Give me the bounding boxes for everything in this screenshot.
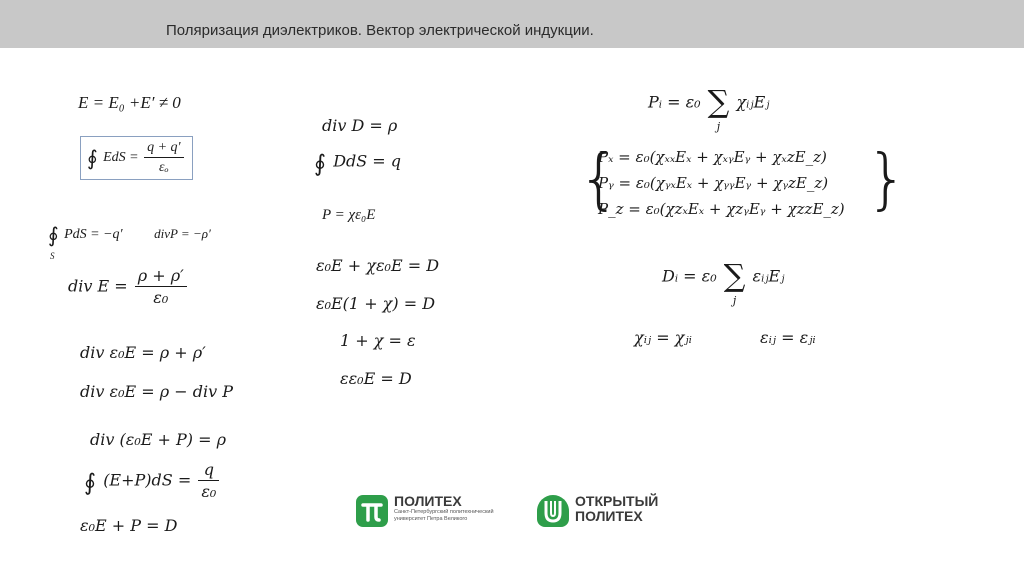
formula-pz: [598, 202, 845, 217]
slide-header: [0, 0, 1024, 48]
surface-subscript: S: [50, 251, 55, 261]
formula-text: Pᵧ = ε₀(χᵧₓEₓ + χᵧᵧEᵧ + χᵧzE_z): [598, 174, 829, 192]
open-politech-line1: ОТКРЫТЫЙ: [575, 493, 659, 509]
formula-text: ε₀E + χε₀E = D: [316, 256, 440, 275]
fraction-denominator: ε₀: [153, 288, 169, 307]
formula-px: [598, 150, 827, 165]
formula-text: εᵢⱼ = εⱼᵢ: [760, 328, 816, 347]
formula-fraction: [198, 462, 219, 500]
formula-text: div (ε₀E + P) = ρ: [90, 430, 226, 449]
formula-d-definition: [80, 518, 177, 534]
formula-d-eps-e: [340, 371, 412, 387]
politech-name: ПОЛИТЕХ: [394, 493, 462, 509]
formula-text: DdS = q: [333, 151, 402, 171]
formula-text: P = χε₀E: [322, 207, 376, 223]
formula-eps-factor: [316, 296, 435, 312]
formula-text: ε₀E + P = D: [80, 516, 178, 535]
pi-logo-icon: [356, 495, 388, 527]
politech-subtitle: Санкт-Петербургский политехнический университет Петра Великого: [394, 509, 494, 522]
contour-integral-icon: ∮: [48, 225, 59, 247]
sum-icon: ∑: [707, 85, 730, 120]
formula-d-tensor: [662, 259, 785, 308]
formula-div-sum: [90, 432, 226, 448]
pi-symbol-icon: [356, 495, 388, 527]
formula-p-tensor: [648, 85, 770, 134]
formula-lhs: div E =: [68, 276, 128, 296]
formula-text: E = E₀ +E′ ≠ 0: [78, 93, 181, 112]
open-politech-logo: [537, 491, 677, 531]
formula-fraction: [135, 268, 187, 306]
formula-text: ε₀E(1 + χ) = D: [316, 294, 436, 313]
formula-text: div ε₀E = ρ + ρ′: [80, 343, 206, 362]
formula-gauss-d: [314, 152, 401, 175]
sum-index: j: [732, 294, 737, 308]
formula-text: 1 + χ = ε: [340, 331, 416, 350]
contour-integral-icon: ∮: [314, 150, 327, 177]
formula-text: P_z = ε₀(χzₓEₓ + χzᵧEᵧ + χzzE_z): [598, 200, 845, 218]
formula-p-chi: [322, 208, 375, 223]
formula-lhs: Dᵢ = ε₀: [662, 266, 717, 286]
formula-text: div ε₀E = ρ − div P: [80, 382, 233, 401]
right-brace-icon: }: [866, 140, 908, 217]
formula-rhs: χᵢⱼEⱼ: [736, 92, 770, 112]
sum-icon: ∑: [723, 259, 746, 294]
fraction-denominator: εₒ: [159, 160, 169, 175]
formula-div-d: [322, 118, 397, 134]
formula-fraction: [144, 141, 183, 175]
slide-title: Поляризация диэлектриков. Вектор электрической индукции.: [166, 22, 594, 39]
formula-py: [598, 176, 828, 191]
open-politech-name: [575, 494, 658, 523]
formula-div-eps-e: [80, 345, 206, 361]
formula-text: χᵢⱼ = χⱼᵢ: [634, 328, 692, 347]
formula-gauss-ep: [84, 462, 221, 500]
formula-text: εε₀E = D: [340, 369, 412, 388]
left-brace-icon: {: [578, 140, 620, 217]
fraction-numerator: ρ + ρ′: [135, 268, 187, 287]
formula-div-eps-e-p: [80, 384, 233, 400]
contour-integral-icon: ∮: [87, 148, 98, 171]
formula-eps-symmetric: [760, 330, 816, 346]
sum-operator: [723, 259, 746, 308]
fraction-denominator: ε₀: [201, 482, 217, 501]
formula-lhs: Pᵢ = ε₀: [648, 92, 701, 112]
formula-field-sum: [78, 94, 181, 111]
formula-gauss-e: [80, 136, 193, 180]
formula-div-e: [68, 268, 189, 306]
open-politech-logo-icon: [537, 495, 569, 527]
open-politech-symbol-icon: [537, 495, 569, 527]
formula-eps-chi-sum: [316, 258, 439, 274]
formula-text: Pₓ = ε₀(χₓₓEₓ + χₓᵧEᵧ + χₓzE_z): [598, 148, 827, 166]
formula-text: div D = ρ: [322, 116, 398, 135]
contour-integral-icon: ∮: [84, 469, 97, 497]
fraction-numerator: q + q': [144, 141, 183, 158]
formula-eps-def: [340, 333, 416, 349]
formula-lhs: EdS =: [103, 150, 139, 166]
fraction-numerator: q: [198, 462, 219, 481]
formula-chi-symmetric: [634, 330, 692, 346]
formula-lhs: (E+P)dS =: [103, 470, 192, 490]
formula-gauss-p: [48, 225, 211, 261]
sum-operator: [707, 85, 730, 134]
sum-index: j: [716, 120, 721, 134]
politech-logo: [356, 491, 516, 531]
formula-lhs: PdS = −q′: [64, 226, 123, 242]
formula-rhs: divP = −ρ′: [154, 225, 211, 241]
open-politech-line2: ПОЛИТЕХ: [575, 507, 643, 524]
formula-rhs: εᵢⱼEⱼ: [752, 266, 785, 286]
